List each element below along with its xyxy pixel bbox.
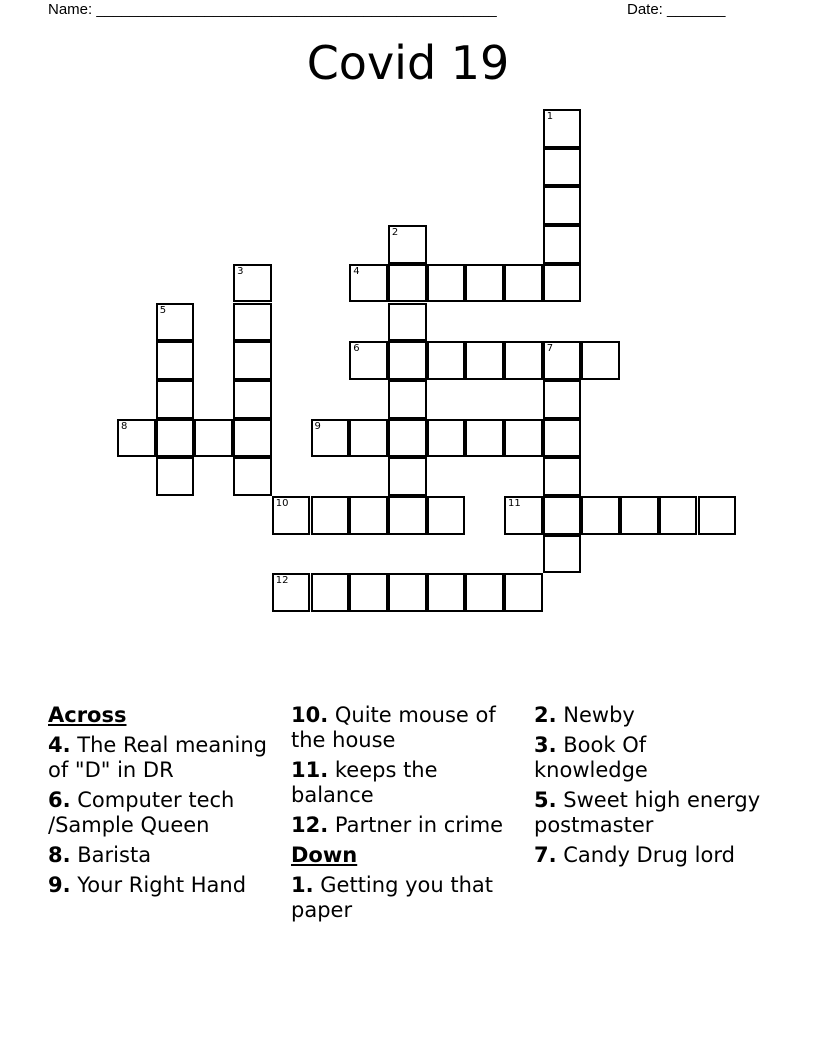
clue-number: 6. bbox=[48, 788, 71, 812]
grid-cell[interactable] bbox=[349, 419, 388, 458]
grid-cell[interactable] bbox=[543, 264, 582, 303]
grid-cell[interactable] bbox=[117, 419, 156, 458]
grid-cell[interactable] bbox=[465, 341, 504, 380]
clue-number-label: 3 bbox=[237, 265, 244, 277]
clue-text: Candy Drug lord bbox=[556, 843, 735, 867]
grid-cell[interactable] bbox=[543, 496, 582, 535]
grid-cell[interactable] bbox=[388, 457, 427, 496]
grid-cell[interactable] bbox=[543, 148, 582, 187]
grid-cell[interactable] bbox=[349, 573, 388, 612]
clue-across-11 bbox=[291, 758, 521, 808]
grid-cell[interactable] bbox=[504, 573, 543, 612]
clue-text: keeps the balance bbox=[291, 758, 438, 807]
clue-number: 11. bbox=[291, 758, 329, 782]
grid-cell[interactable] bbox=[388, 303, 427, 342]
grid-cell[interactable] bbox=[543, 341, 582, 380]
clue-down-7 bbox=[534, 843, 764, 868]
grid-cell[interactable] bbox=[543, 380, 582, 419]
grid-cell[interactable] bbox=[543, 225, 582, 264]
grid-cell[interactable] bbox=[388, 225, 427, 264]
grid-cell[interactable] bbox=[349, 496, 388, 535]
clue-column-1 bbox=[48, 703, 278, 903]
clue-number: 12. bbox=[291, 813, 329, 837]
clue-number: 7. bbox=[534, 843, 557, 867]
clue-column-2 bbox=[291, 703, 521, 928]
grid-cell[interactable] bbox=[311, 419, 350, 458]
clue-number-label: 2 bbox=[391, 227, 399, 239]
grid-cell[interactable] bbox=[543, 109, 582, 148]
grid-cell[interactable] bbox=[388, 264, 427, 303]
grid-cell[interactable] bbox=[427, 419, 466, 458]
grid-cell[interactable] bbox=[543, 419, 582, 458]
grid-cell[interactable] bbox=[233, 303, 272, 342]
clue-text: Computer tech /Sample Queen bbox=[48, 788, 235, 837]
clue-text: Your Right Hand bbox=[70, 873, 247, 897]
grid-cell[interactable] bbox=[427, 496, 466, 535]
clue-number-label: 8 bbox=[121, 420, 128, 432]
grid-cell[interactable] bbox=[311, 496, 350, 535]
clue-across-8 bbox=[48, 843, 278, 868]
grid-cell[interactable] bbox=[504, 341, 543, 380]
clue-number-label: 12 bbox=[275, 575, 289, 587]
clue-number-label: 4 bbox=[353, 265, 360, 277]
grid-cell[interactable] bbox=[698, 496, 737, 535]
clue-number: 3. bbox=[534, 733, 557, 757]
grid-cell[interactable] bbox=[233, 264, 272, 303]
clue-text: Book Of knowledge bbox=[534, 733, 648, 782]
clue-number: 10. bbox=[291, 703, 329, 727]
grid-cell[interactable] bbox=[156, 380, 195, 419]
grid-cell[interactable] bbox=[388, 496, 427, 535]
clue-number-label: 9 bbox=[314, 420, 321, 432]
grid-cell[interactable] bbox=[156, 419, 195, 458]
grid-cell[interactable] bbox=[156, 341, 195, 380]
clue-number-label: 6 bbox=[353, 343, 360, 355]
grid-cell[interactable] bbox=[504, 419, 543, 458]
clue-across-6 bbox=[48, 788, 278, 838]
grid-cell[interactable] bbox=[233, 341, 272, 380]
clue-number-label: 7 bbox=[546, 343, 554, 355]
grid-cell[interactable] bbox=[620, 496, 659, 535]
grid-cell[interactable] bbox=[388, 380, 427, 419]
clue-down-3 bbox=[534, 733, 764, 783]
down-heading: Down bbox=[291, 843, 358, 867]
across-heading: Across bbox=[48, 703, 127, 727]
grid-cell[interactable] bbox=[427, 573, 466, 612]
clue-down-5 bbox=[534, 788, 764, 838]
grid-cell[interactable] bbox=[233, 457, 272, 496]
clue-across-10 bbox=[291, 703, 521, 753]
grid-cell[interactable] bbox=[427, 264, 466, 303]
grid-cell[interactable] bbox=[504, 264, 543, 303]
grid-cell[interactable] bbox=[581, 496, 620, 535]
clue-number-label: 5 bbox=[159, 304, 167, 316]
clue-down-2 bbox=[534, 703, 764, 728]
grid-cell[interactable] bbox=[388, 573, 427, 612]
clue-number: 4. bbox=[48, 733, 71, 757]
clue-number: 9. bbox=[48, 873, 71, 897]
name-field[interactable]: Name: ________________________________________________ bbox=[48, 1, 497, 18]
grid-cell[interactable] bbox=[388, 341, 427, 380]
grid-cell[interactable] bbox=[349, 341, 388, 380]
grid-cell[interactable] bbox=[272, 496, 311, 535]
grid-cell[interactable] bbox=[194, 419, 233, 458]
grid-cell[interactable] bbox=[156, 457, 195, 496]
grid-cell[interactable] bbox=[543, 535, 582, 574]
clue-text: Partner in crime bbox=[328, 813, 504, 837]
clue-across-4 bbox=[48, 733, 278, 783]
clue-text: Getting you that paper bbox=[291, 873, 493, 922]
grid-cell[interactable] bbox=[465, 264, 504, 303]
clue-column-3 bbox=[534, 703, 764, 873]
clue-text: Sweet high energy postmaster bbox=[534, 788, 761, 837]
grid-cell[interactable] bbox=[388, 419, 427, 458]
clue-number: 2. bbox=[534, 703, 557, 727]
clue-number: 5. bbox=[534, 788, 557, 812]
grid-cell[interactable] bbox=[659, 496, 698, 535]
clue-number-label: 1 bbox=[546, 111, 554, 122]
clue-text: Quite mouse of the house bbox=[291, 703, 496, 752]
grid-cell[interactable] bbox=[465, 573, 504, 612]
grid-cell[interactable] bbox=[233, 380, 272, 419]
page-title: Covid 19 bbox=[306, 36, 510, 90]
clue-across-9 bbox=[48, 873, 278, 898]
grid-cell[interactable] bbox=[427, 341, 466, 380]
clue-number-label: 11 bbox=[508, 498, 521, 509]
clue-text: Newby bbox=[556, 703, 635, 727]
clue-number: 1. bbox=[291, 873, 314, 897]
grid-cell[interactable] bbox=[581, 341, 620, 380]
clue-number: 8. bbox=[48, 843, 71, 867]
date-field[interactable]: Date: _______ bbox=[627, 1, 726, 18]
grid-cell[interactable] bbox=[311, 573, 350, 612]
clue-down-1 bbox=[291, 873, 521, 923]
clue-text: Barista bbox=[70, 843, 152, 867]
grid-cell[interactable] bbox=[543, 457, 582, 496]
clue-text: The Real meaning of "D" in DR bbox=[48, 733, 267, 782]
clue-number-label: 10 bbox=[275, 498, 289, 509]
grid-cell[interactable] bbox=[156, 303, 195, 342]
grid-cell[interactable] bbox=[272, 573, 311, 612]
grid-cell[interactable] bbox=[349, 264, 388, 303]
grid-cell[interactable] bbox=[504, 496, 543, 535]
grid-cell[interactable] bbox=[233, 419, 272, 458]
grid-cell[interactable] bbox=[465, 419, 504, 458]
clue-across-12 bbox=[291, 813, 521, 838]
grid-cell[interactable] bbox=[543, 186, 582, 225]
